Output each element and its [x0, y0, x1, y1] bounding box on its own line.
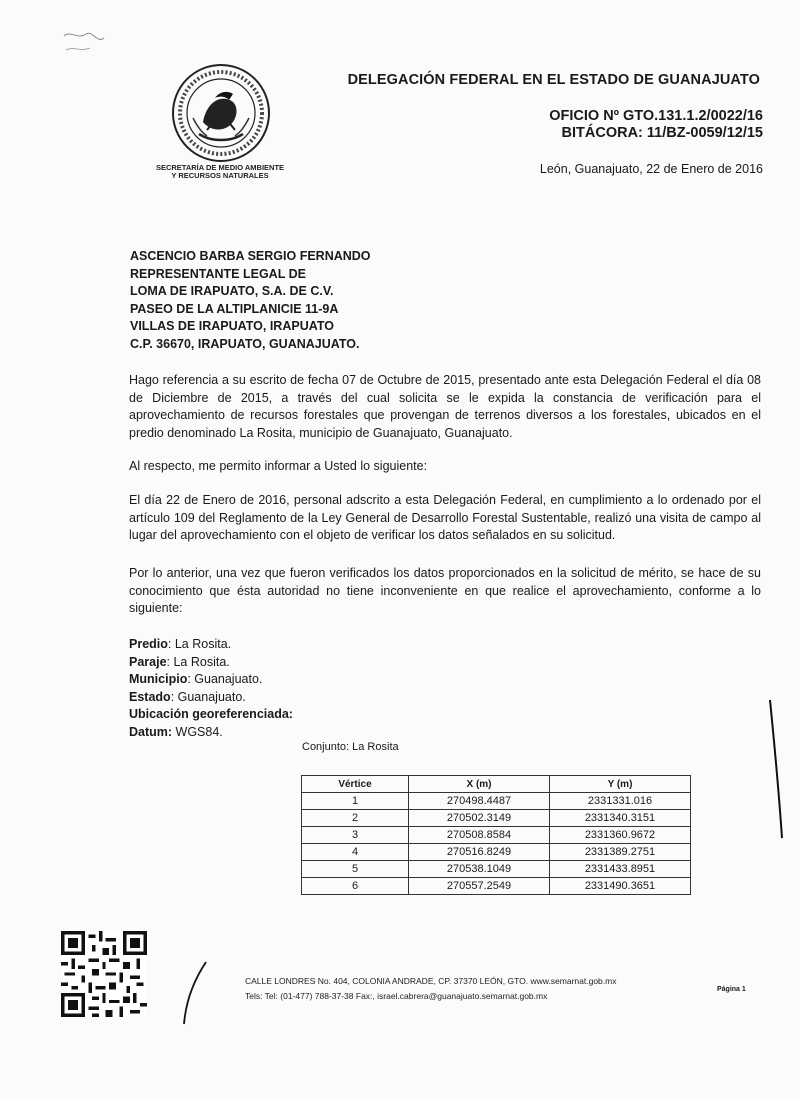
field-label: Predio	[129, 637, 168, 651]
table-cell: 2	[302, 810, 409, 827]
field-label: Municipio	[129, 672, 188, 686]
field-ubicacion	[129, 706, 293, 724]
table-cell: 4	[302, 844, 409, 861]
table-row	[302, 844, 691, 861]
table-cell: 2331389.2751	[550, 844, 691, 861]
national-seal-icon	[163, 60, 279, 166]
seal-caption	[150, 164, 290, 180]
recipient-line: LOMA DE IRAPUATO, S.A. DE C.V.	[130, 284, 334, 299]
table-row	[302, 878, 691, 895]
recipient-block	[130, 248, 371, 354]
body-paragraph: Hago referencia a su escrito de fecha 07 de Octubre de 2015, presentado ante esta Delegación Federal el día 08 de Diciembre de 2015, a través del cual solicita se le expida la constancia de verificación para el aprovechamiento de recursos forestales que provengan de terrenos diversos a los forestales, ubicados en el predio denominado La Rosita, municipio de Guanajuato, Guanajuato.	[129, 373, 761, 440]
table-caption: Conjunto: La Rosita	[302, 741, 399, 753]
table-cell: 2331490.3651	[550, 878, 691, 895]
field-label: Paraje	[129, 654, 167, 669]
reference-block	[549, 108, 763, 142]
field-predio	[129, 636, 293, 654]
recipient-line: REPRESENTANTE LEGAL DE	[130, 266, 306, 281]
table-cell: 270538.1049	[409, 861, 550, 878]
table-header-row	[302, 776, 691, 793]
scan-smudge	[64, 33, 104, 39]
table-row	[302, 793, 691, 810]
oficio-number: OFICIO Nº GTO.131.1.2/0022/16	[549, 108, 763, 124]
pen-stroke-bottom	[184, 962, 206, 1024]
table-row	[302, 861, 691, 878]
table-cell: 2331360.9672	[550, 827, 691, 844]
recipient-line: C.P. 36670, IRAPUATO, GUANAJUATO.	[130, 336, 360, 351]
delegation-title: DELEGACIÓN FEDERAL EN EL ESTADO DE GUANAJUATO	[347, 72, 760, 88]
seal-caption-line: Y RECURSOS NATURALES	[171, 171, 269, 180]
field-label: Estado	[129, 689, 171, 704]
scan-smudge	[66, 48, 90, 50]
body-paragraph: El día 22 de Enero de 2016, personal adscrito a esta Delegación Federal, en cumplimiento a lo ordenado por el artículo 109 del Reglamento de la Ley General de Desarrollo Forestal Sustentable, realizó una visita de campo al lugar del aprovechamiento con el objeto de verificar los datos señalados en su solicitud.	[129, 493, 761, 542]
table-cell: 6	[302, 878, 409, 895]
field-paraje	[129, 654, 293, 672]
field-municipio	[129, 671, 293, 689]
pen-stroke-right	[770, 700, 782, 838]
table-cell: 1	[302, 793, 409, 810]
bitacora-number: BITÁCORA: 11/BZ-0059/12/15	[561, 125, 763, 141]
table-row	[302, 810, 691, 827]
property-fields	[129, 636, 293, 741]
footer-address-block	[245, 974, 616, 1004]
column-header: Y (m)	[550, 776, 691, 793]
coordinates-table	[301, 775, 691, 895]
table-cell: 2331340.3151	[550, 810, 691, 827]
field-datum	[129, 724, 293, 742]
column-header: X (m)	[409, 776, 550, 793]
body-paragraph: Al respecto, me permito informar a Usted lo siguiente:	[129, 459, 428, 473]
footer-address: CALLE LONDRES No. 404, COLONIA ANDRADE, CP. 37370 LEÓN, GTO. www.semarnat.gob.mx	[245, 976, 617, 986]
field-label: Datum:	[129, 724, 173, 739]
table-cell: 270498.4487	[409, 793, 550, 810]
recipient-line: PASEO DE LA ALTIPLANICIE 11-9A	[130, 301, 339, 316]
table-cell: 5	[302, 861, 409, 878]
table-cell: 270508.8584	[409, 827, 550, 844]
seal-caption-line: SECRETARÍA DE MEDIO AMBIENTE	[155, 163, 285, 172]
field-value: : La Rosita.	[166, 654, 230, 669]
field-value: : Guanajuato.	[170, 689, 246, 704]
table-cell: 2331433.8951	[550, 861, 691, 878]
column-header: Vértice	[302, 776, 409, 793]
table-cell: 3	[302, 827, 409, 844]
field-estado	[129, 689, 293, 707]
footer-contact: Tels: Tel: (01-477) 788-37-38 Fax:, israel.cabrera@guanajuato.semarnat.gob.mx	[245, 991, 548, 1001]
table-cell: 270502.3149	[409, 810, 550, 827]
recipient-line: ASCENCIO BARBA SERGIO FERNANDO	[130, 249, 371, 263]
field-label: Ubicación georeferenciada:	[129, 707, 293, 721]
qr-code-icon	[61, 931, 147, 1017]
table-cell: 2331331.016	[550, 793, 691, 810]
field-value: WGS84.	[172, 724, 223, 739]
recipient-line: VILLAS DE IRAPUATO, IRAPUATO	[130, 319, 334, 334]
table-cell: 270557.2549	[409, 878, 550, 895]
table-row	[302, 827, 691, 844]
table-cell: 270516.8249	[409, 844, 550, 861]
place-date: León, Guanajuato, 22 de Enero de 2016	[539, 162, 763, 176]
page-number: Página 1	[717, 986, 746, 993]
field-value: : La Rosita.	[167, 637, 232, 651]
field-value: : Guanajuato.	[187, 672, 263, 686]
body-paragraph: Por lo anterior, una vez que fueron verificados los datos proporcionados en la solicitud de mérito, se hace de su conocimiento que ésta autoridad no tiene inconveniente en que realice el aprovechamiento, conforme a lo siguiente:	[129, 566, 761, 615]
